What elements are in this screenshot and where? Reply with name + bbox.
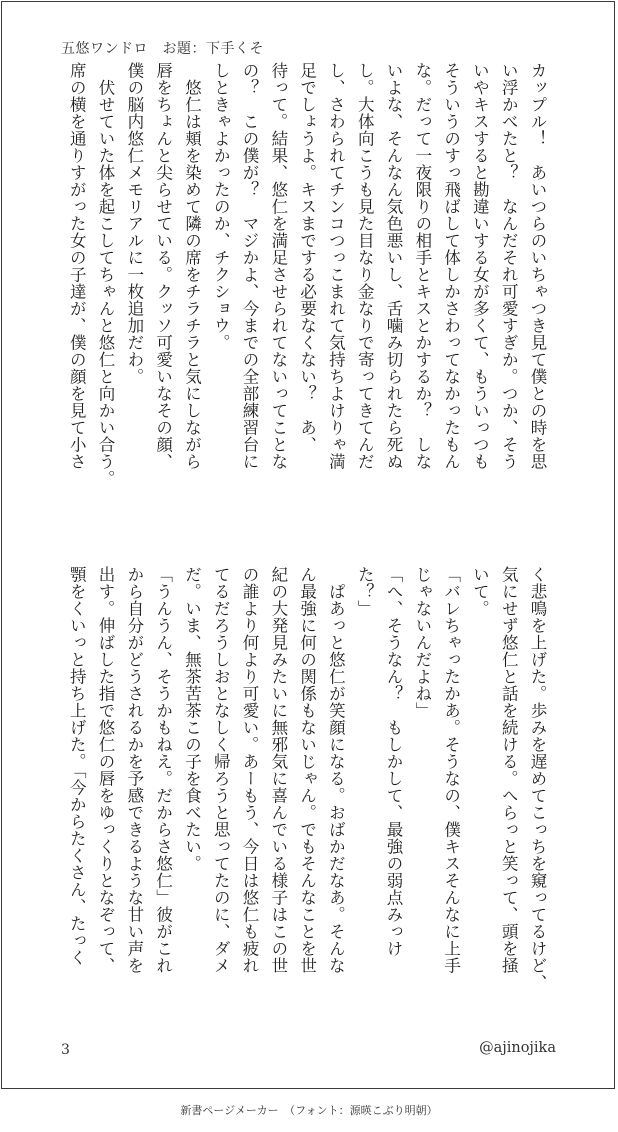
text-line: から自分がどうされるかを予感できるような甘い声を bbox=[124, 566, 144, 974]
text-line: 紀の大発見みたいに無邪気に喜んでいる様子はこの世 bbox=[268, 566, 288, 974]
text-line: 顎をくいっと持ち上げた。「今からたくさん、たっく bbox=[67, 566, 87, 966]
text-line: な。だって一夜限りの相手とキスとかするか？ しな bbox=[412, 62, 432, 470]
text-line: く悲鳴を上げた。歩みを遅めてこっちを窺ってるけど、 bbox=[528, 566, 547, 991]
text-line: い浮かべたと？ なんだそれ可愛すぎか。つか、そう bbox=[499, 62, 519, 470]
text-line: カップル！ あいつらのいちゃつき見て僕との時を思 bbox=[528, 62, 547, 470]
text-line: 待って。結果、悠仁を満足させられてないってことな bbox=[268, 62, 288, 470]
author-handle: @ajinojika bbox=[479, 1040, 556, 1056]
text-line: た？」 bbox=[355, 566, 375, 617]
text-line: ん最強に何の関係もないじゃん。でもそんなことを世 bbox=[297, 566, 317, 974]
text-line: てるだろうしおとなしく帰ろうと思ってたのに、ダメ bbox=[211, 566, 231, 974]
page-number: 3 bbox=[61, 1042, 70, 1058]
text-line: しときゃよかったのか、チクショウ。 bbox=[211, 62, 231, 351]
text-line: 出す。伸ばした指で悠仁の唇をゆっくりとなぞって、 bbox=[96, 566, 116, 974]
text-line: 唇をちょんと尖らせている。クッソ可愛いなその顔、 bbox=[153, 62, 173, 470]
text-line: そういうのすっ飛ばして体しかさわってなかったもん bbox=[441, 62, 461, 470]
text-line: 気にせず悠仁と話を続ける。へらっと笑って、頭を掻 bbox=[499, 566, 519, 974]
text-line: の？ この僕が？ マジかよ、今までの全部練習台に bbox=[240, 62, 260, 470]
text-block-bottom bbox=[61, 566, 551, 1046]
text-line: 僕の脳内悠仁メモリアルに一枚追加だわ。 bbox=[124, 62, 144, 385]
text-line: 悠仁は頬を染めて隣の席をチラチラと気にしながら bbox=[182, 62, 202, 470]
text-line: だ。いま、無茶苦茶この子を食べたい。 bbox=[182, 566, 202, 872]
text-line: の誰より何より可愛い。あーもう、今日は悠仁も疲れ bbox=[240, 566, 260, 974]
text-line: 席の横を通りすがった女の子達が、僕の顔を見て小さ bbox=[67, 62, 87, 470]
text-line: し。大体向こうも見た目なり金なりで寄ってきてんだ bbox=[355, 62, 375, 470]
text-line: ぱあっと悠仁が笑顔になる。おばかだなあ。そんな bbox=[326, 566, 346, 974]
page-header-title: 五悠ワンドロ お題：下手くそ bbox=[61, 41, 264, 57]
text-line: 伏せていた体を起こしてちゃんと悠仁と向かい合う。 bbox=[96, 62, 116, 487]
novel-page bbox=[1, 1, 615, 1089]
text-line: し、さわられてチンコつっこまれて気持ちよけりゃ満 bbox=[326, 62, 346, 470]
text-line: 「へ、そうなん？ もしかして、最強の弱点みっけ bbox=[384, 566, 404, 957]
footer-credit: 新書ページメーカー （フォント：源暎こぶり明朝） bbox=[180, 1104, 438, 1117]
text-block-top bbox=[61, 62, 551, 542]
text-line: じゃないんだよね」 bbox=[412, 566, 432, 719]
text-line: 「うんうん、そうかもねえ。だからさ悠仁」彼がこれ bbox=[153, 566, 173, 974]
text-line: 足でしょうよ。キスまでする必要なくない？ あ、 bbox=[297, 62, 317, 453]
text-line: いて。 bbox=[470, 566, 490, 617]
text-line: いよな、そんなん気色悪いし、舌噛み切られたら死ぬ bbox=[384, 62, 404, 470]
text-line: 「バレちゃったかあ。そうなの、僕キスそんなに上手 bbox=[441, 566, 461, 974]
text-line: いやキスすると勘違いする女が多くて、もういっつも bbox=[470, 62, 490, 470]
